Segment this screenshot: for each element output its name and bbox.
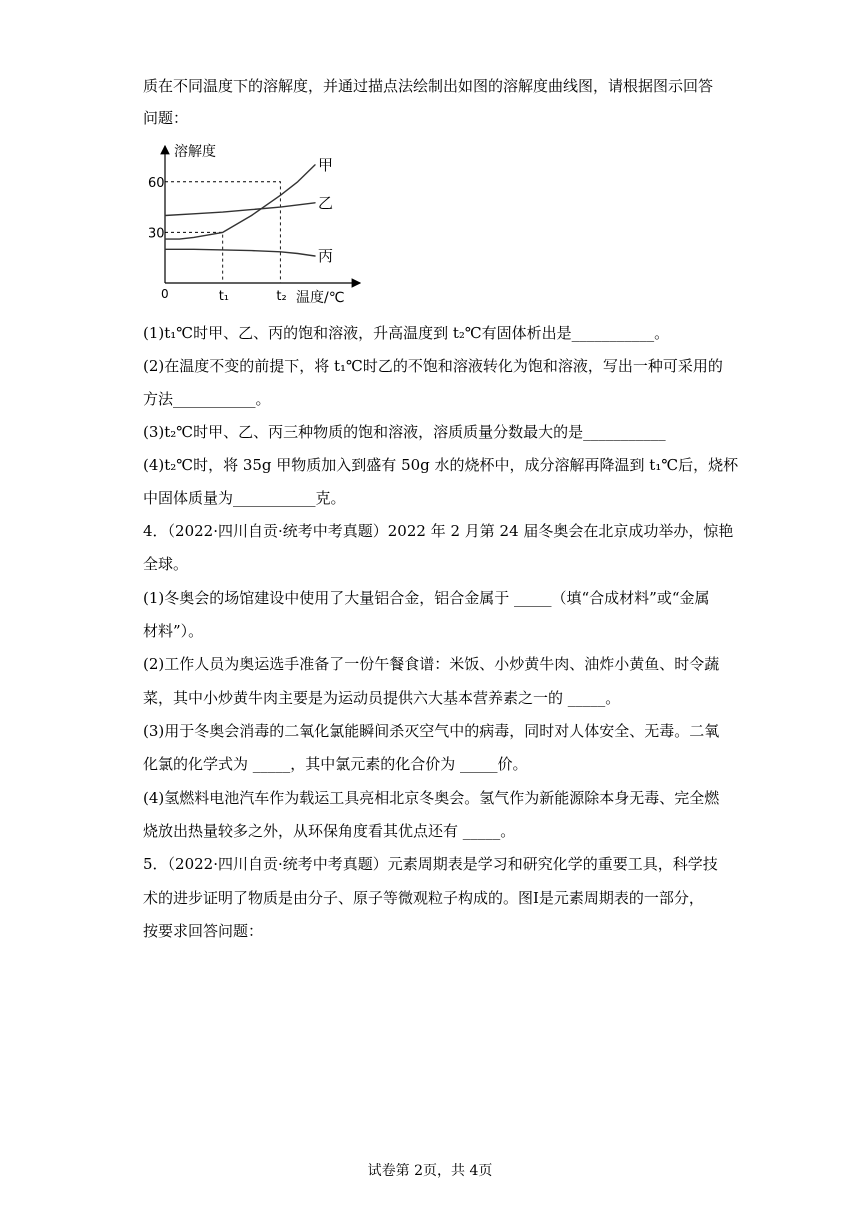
series-label: 乙 — [318, 193, 334, 212]
text-line: 4．（2022·四川自贡·统考中考真题）2022 年 2 月第 24 届冬奥会在北京成功举办，惊艳 — [143, 522, 734, 540]
text-line: (2)工作人员为奥运选手准备了一份午餐食谱：米饭、小炒黄牛肉、油炸小黄鱼、时令蔬 — [143, 655, 720, 673]
y-tick-label: 60 — [148, 175, 165, 191]
text-line: (3)t₂℃时甲、乙、丙三种物质的饱和溶液，溶质质量分数最大的是___________ — [143, 423, 666, 441]
x-tick-label: t₁ — [218, 289, 230, 304]
series-line — [165, 203, 315, 216]
series-line — [165, 165, 315, 239]
y-axis-label: 溶解度 — [174, 144, 216, 160]
series-label: 丙 — [318, 247, 334, 265]
text-line: 材料”）。 — [143, 622, 204, 640]
text-line: 5．（2022·四川自贡·统考中考真题）元素周期表是学习和研究化学的重要工具，科学技 — [143, 855, 718, 873]
solubility-chart — [150, 138, 380, 308]
page-footer: 试卷第 2页，共 4页 — [367, 1163, 493, 1179]
text-line: (4)t₂℃时，将 35g 甲物质加入到盛有 50g 水的烧杯中，成分溶解再降温到 t₁℃后，烧杯 — [143, 456, 739, 474]
text-line: (2)在温度不变的前提下，将 t₁℃时乙的不饱和溶液转化为饱和溶液，写出一种可采用的 — [143, 357, 723, 375]
origin-label: 0 — [161, 287, 169, 301]
text-line: 菜，其中小炒黄牛肉主要是为运动员提供六大基本营养素之一的 _____。 — [143, 689, 621, 707]
text-line: (1)冬奥会的场馆建设中使用了大量铝合金，铝合金属于 _____（填“合成材料”或“金属 — [143, 589, 710, 607]
text-line: 烧放出热量较多之外，从环保角度看其优点还有 _____。 — [143, 822, 516, 840]
text-line: (4)氢燃料电池汽车作为载运工具亮相北京冬奥会。氢气作为新能源除本身无毒、完全燃 — [143, 789, 720, 807]
text-line: 方法___________。 — [143, 390, 271, 408]
text-line: 质在不同温度下的溶解度，并通过描点法绘制出如图的溶解度曲线图，请根据图示回答 — [143, 77, 714, 95]
x-axis-label: 温度/℃ — [296, 290, 345, 306]
text-line: 术的进步证明了物质是由分子、原子等微观粒子构成的。图I是元素周期表的一部分， — [143, 889, 704, 907]
text-line: (1)t₁℃时甲、乙、丙的饱和溶液，升高温度到 t₂℃有固体析出是___________。 — [143, 324, 670, 342]
text-line: 化氯的化学式为 _____，其中氯元素的化合价为 _____价。 — [143, 755, 528, 773]
text-line: 全球。 — [143, 555, 189, 573]
guide-line — [165, 232, 223, 283]
text-line: 问题： — [143, 109, 189, 127]
text-line: 中固体质量为___________克。 — [143, 489, 346, 507]
y-tick-label: 30 — [148, 226, 165, 242]
text-line: (3)用于冬奥会消毒的二氧化氯能瞬间杀灭空气中的病毒，同时对人体安全、无毒。二氧 — [143, 722, 720, 740]
series-label: 甲 — [318, 155, 334, 174]
x-tick-label: t₂ — [276, 289, 287, 304]
text-line: 按要求回答问题： — [143, 922, 264, 940]
series-line — [165, 249, 315, 256]
